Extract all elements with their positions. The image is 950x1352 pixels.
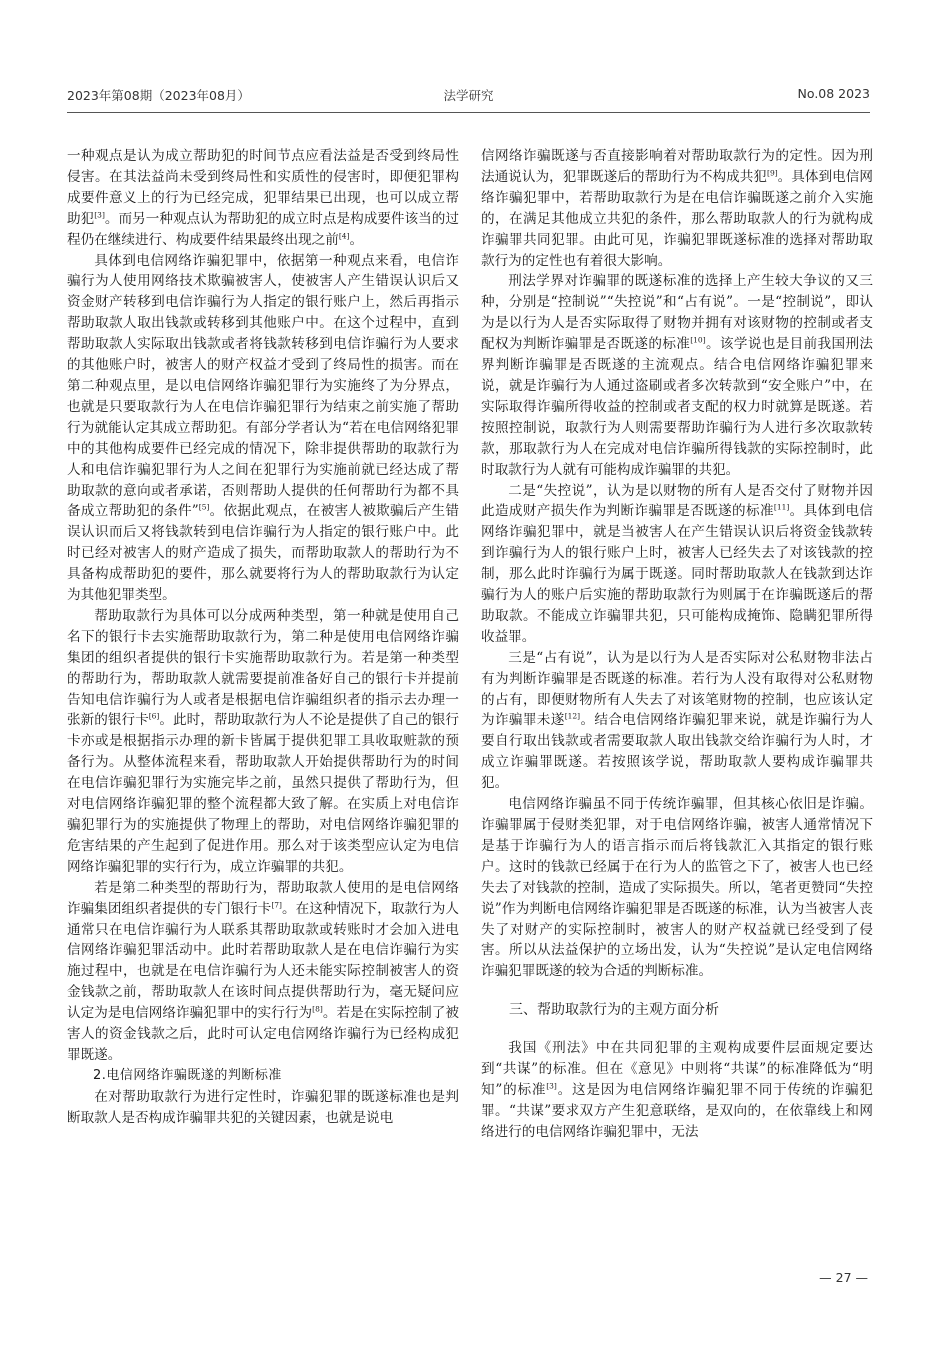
text: 。此时，帮助取款行为人不论是提供了自己的银行卡亦或是根据指示办理的新卡皆属于提供犯罪工具收取赃款的预备行为。从整体流程来看，帮助取款人开始提供帮助行为的时间在电信诈骗犯罪行为实施完毕之前，虽然只提供了帮助行为，但对电信网络诈骗犯罪的整个流程都大致了解。在实质上对电信诈骗犯罪行为的实施提供了物理上的帮助，对电信网络诈骗犯罪的危害结果的产生起到了促进作用。那么对于该类型应认定为电信网络诈骗犯罪的实行行为，成立诈骗罪的共犯。 bbox=[67, 712, 460, 875]
text: 三是“占有说”，认为是以行为人是否实际对公私财物非法占有为判断诈骗罪是否既遂的标准。若行为人没有取得对公私财物的占有，即便财物所有人失去了对该笔财物的控制，也应该认定为诈骗罪未遂 bbox=[481, 649, 873, 729]
text: 。而另一种观点认为帮助犯的成立时点是构成要件该当的过程仍在继续进行、构成要件结果最终出现之前 bbox=[67, 210, 460, 248]
paragraph bbox=[481, 146, 873, 271]
text: 一种观点是认为成立帮助犯的时间节点应看法益是否受到终局性侵害。在其法益尚未受到终局性和实质性的侵害时，即便犯罪构成要件意义上的行为已经完成，犯罪结果已出现，也可以成立帮助犯 bbox=[67, 148, 459, 227]
text: 二是“失控说”，认为是以财物的所有人是否交付了财物并因此造成财产损失作为判断诈骗罪是否既遂的标准 bbox=[481, 482, 873, 520]
paragraph bbox=[67, 606, 459, 878]
paragraph bbox=[481, 648, 873, 794]
paragraph: 在对帮助取款行为进行定性时，诈骗犯罪的既遂标准也是判断取款人是否构成诈骗罪共犯的关键因素，也就是说电 bbox=[67, 1088, 459, 1126]
text: 信网络诈骗既遂与否直接影响着对帮助取款行为的定性。因为刑法通说认为，犯罪既遂后的帮助行为不构成共犯 bbox=[481, 148, 873, 185]
paragraph bbox=[481, 1038, 873, 1143]
paragraph bbox=[67, 146, 459, 251]
citation: [12] bbox=[564, 711, 581, 721]
text: 。在这种情况下，取款行为人通常只在电信诈骗行为人联系其帮助取款或转账时才会加入进电信网络诈骗犯罪活动中。此时若帮助取款人是在电信诈骗行为实施过程中，也就是在电信诈骗行为人还未能实际控制被害人的资金钱款之前，帮助取款人在该时间点提供帮助行为，毫无疑问应认定为是电信网络诈骗犯罪中的实行行为 bbox=[67, 900, 460, 1022]
paragraph: 电信网络诈骗虽不同于传统诈骗罪，但其核心依旧是诈骗。诈骗罪属于侵财类犯罪，对于电信网络诈骗，被害人通常情况下是基于诈骗行为人的语言指示而后将钱款汇入其指定的银行账户。这时的钱款已经属于在行为人的监管之下了，被害人也已经失去了对钱款的控制，造成了实际损失。所以，笔者更赞同“失控说”作为判断电信网络诈骗犯罪是否既遂的标准，认为当被害人丧失了对财产的实际控制时，被害人的财产权益就已经受到了侵害。所以从法益保护的立场出发，认为“失控说”是认定电信网络诈骗犯罪既遂的较为合适的判断标准。 bbox=[481, 796, 873, 980]
text: 我国《刑法》中在共同犯罪的主观构成要件层面规定要达到“共谋”的标准。但在《意见》中则将“共谋”的标准降低为“明知”的标准 bbox=[481, 1040, 873, 1098]
text: 。 bbox=[349, 231, 364, 248]
citation: [6] bbox=[148, 711, 160, 721]
citation: [5] bbox=[198, 502, 210, 512]
paragraph bbox=[67, 251, 459, 606]
citation: [8] bbox=[312, 1004, 323, 1014]
header-rule bbox=[67, 112, 870, 113]
page-header bbox=[67, 86, 870, 108]
issue-label: 2023年第08期（2023年08月） bbox=[67, 88, 250, 103]
citation: [9] bbox=[767, 168, 778, 178]
journal-title: 法学研究 bbox=[443, 88, 494, 103]
text: 。依据此观点，在被害人被欺骗后产生错误认识而后又将钱款转到电信诈骗行为人指定的银行账户中。此时已经对被害人的财产造成了损失，而帮助取款人的帮助行为不具备构成帮助犯的要件，那么就要将行为人的帮助取款行为认定为其他犯罪类型。 bbox=[67, 503, 460, 604]
text: 若是第二种类型的帮助行为，帮助取款人使用的是电信网络诈骗集团组织者提供的专门银行卡 bbox=[67, 879, 459, 917]
paragraph bbox=[481, 271, 873, 480]
page-number: — 27 — bbox=[819, 1270, 868, 1285]
issue-number: No.08 2023 bbox=[797, 86, 870, 101]
section-heading: 三、帮助取款行为的主观方面分析 bbox=[509, 1002, 719, 1019]
text: 帮助取款行为具体可以分成两种类型，第一种就是使用自己名下的银行卡去实施帮助取款行为，第二种是使用电信网络诈骗集团的组织者提供的银行卡实施帮助取款行为。若是第一种类型的帮助行为，帮助取款人就需要提前准备好自己的银行卡并提前告知电信诈骗行为人或者是根据电信诈骗组织者的指示去办理一张新的银行卡 bbox=[67, 607, 459, 729]
paragraph bbox=[67, 878, 459, 1066]
text: 。结合电信网络诈骗犯罪来说，就是诈骗行为人要自行取出钱款或者需要取款人取出钱款交给诈骗行为人时，才成立诈骗罪既遂。若按照该学说，帮助取款人要构成诈骗罪共犯。 bbox=[481, 712, 873, 792]
text: 具体到电信网络诈骗犯罪中，依据第一种观点来看，电信诈骗行为人使用网络技术欺骗被害人，使被害人产生错误认识后又资金财产转移到电信诈骗行为人指定的银行账户上，然后再指示帮助取款人取出钱款或转移到其他账户中。在这个过程中，直到帮助取款人实际取出钱款或者将钱款转移到电信诈骗行为人要求的其他账户时，被害人的财产权益才受到了终局性的损害。而在第二种观点里，是以电信网络诈骗犯罪行为实施终了为分界点，也就是只要取款行为人在电信诈骗犯罪行为结束之前实施了帮助行为就能认定其成立帮助犯。有部分学者认为“若在电信网络犯罪中的其他构成要件已经完成的情况下，除非提供帮助的取款行为人和电信诈骗犯罪行为人之间在犯罪行为实施前就已经达成了帮助取款的意向或者承诺，否则帮助人提供的任何帮助行为都不具备成立帮助犯的条件” bbox=[67, 252, 459, 520]
text: 。若是在实际控制了被害人的资金钱款之后，此时可认定电信网络诈骗行为已经构成犯罪既遂。 bbox=[67, 1005, 460, 1063]
citation: [7] bbox=[271, 900, 282, 910]
text: 。这是因为电信网络诈骗犯罪不同于传统的诈骗犯罪。“共谋”要求双方产生犯意联络，是双向的，在依靠线上和网络进行的电信网络诈骗犯罪中，无法 bbox=[481, 1081, 874, 1140]
left-column bbox=[67, 146, 459, 1129]
subsection-heading: 2.电信网络诈骗既遂的判断标准 bbox=[93, 1067, 282, 1083]
citation: [11] bbox=[773, 502, 790, 512]
right-column bbox=[481, 146, 873, 1143]
citation: [10] bbox=[690, 335, 706, 345]
citation: [3] bbox=[94, 210, 105, 220]
citation: [3] bbox=[546, 1081, 557, 1091]
text: 刑法学界对诈骗罪的既遂标准的选择上产生较大争议的又三种，分别是“控制说”“失控说”和“占有说”。一是“控制说”，即认为是以行为人是否实际取得了财物并拥有对该财物的控制或者支配权为判断诈骗罪是否既遂的标准 bbox=[481, 273, 873, 353]
text: 。具体到电信网络诈骗犯罪中，就是当被害人在产生错误认识后将资金钱款转到诈骗行为人的银行账户上时，被害人已经失去了对该钱款的控制，那么此时诈骗行为属于既遂。同时帮助取款人在钱款到达诈骗行为人的账户后实施的帮助取款行为则属于在诈骗既遂后的帮助取款。不能成立诈骗罪共犯，只可能构成掩饰、隐瞒犯罪所得收益罪。 bbox=[481, 503, 873, 645]
text: 。该学说也是目前我国刑法界判断诈骗罪是否既遂的主流观点。结合电信网络诈骗犯罪来说，就是诈骗行为人通过盗刷或者多次转款到“安全账户”中，在实际取得诈骗所得收益的控制或者支配的权力时就算是既遂。若按照控制说，取款行为人则需要帮助诈骗行为人进行多次取款转款，那取款行为人在完成对电信诈骗所得钱款的实际控制时，此时取款行为人就有可能构成诈骗罪的共犯。 bbox=[481, 336, 873, 478]
citation: [4] bbox=[338, 231, 350, 241]
paragraph bbox=[481, 481, 873, 648]
text: 。具体到电信网络诈骗犯罪中，若帮助取款行为是在电信诈骗既遂之前介入实施的，在满足其他成立共犯的条件，那么帮助取款人的行为就构成诈骗罪共同犯罪。由此可见，诈骗犯罪既遂标准的选择对帮助取款行为的定性也有着很大影响。 bbox=[481, 168, 873, 269]
